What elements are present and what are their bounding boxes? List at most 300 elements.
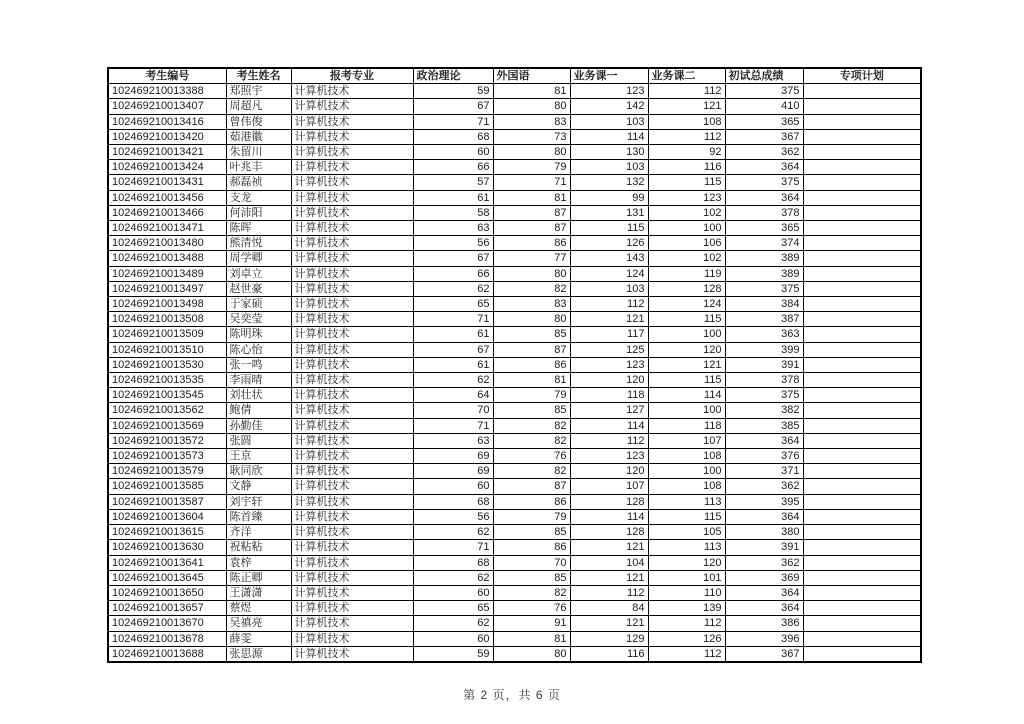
course2-score-cell: 102 — [648, 251, 725, 266]
total-score-cell: 365 — [725, 114, 803, 129]
politics-score-cell: 70 — [413, 403, 493, 418]
table-body — [108, 84, 921, 662]
course1-score-cell: 117 — [570, 327, 648, 342]
special-plan-cell — [803, 403, 921, 418]
total-score-cell: 378 — [725, 205, 803, 220]
table-row — [108, 555, 921, 570]
special-plan-cell — [803, 585, 921, 600]
column-header-foreign-language-score: 外国语 — [493, 68, 570, 84]
special-plan-cell — [803, 646, 921, 662]
table-row — [108, 251, 921, 266]
candidate-name-cell: 陈正卿 — [226, 570, 291, 585]
foreign-language-score-cell: 85 — [493, 525, 570, 540]
applied-major-cell: 计算机技术 — [291, 494, 413, 509]
course2-score-cell: 124 — [648, 297, 725, 312]
applied-major-cell: 计算机技术 — [291, 646, 413, 662]
total-score-cell: 389 — [725, 266, 803, 281]
candidate-name-cell: 鲍倩 — [226, 403, 291, 418]
candidate-id-cell: 102469210013572 — [108, 433, 226, 448]
candidate-id-cell: 102469210013388 — [108, 84, 226, 99]
course2-score-cell: 106 — [648, 236, 725, 251]
column-header-applied-major: 报考专业 — [291, 68, 413, 84]
candidate-id-cell: 102469210013420 — [108, 129, 226, 144]
special-plan-cell — [803, 221, 921, 236]
candidate-id-cell: 102469210013562 — [108, 403, 226, 418]
politics-score-cell: 68 — [413, 129, 493, 144]
politics-score-cell: 63 — [413, 433, 493, 448]
special-plan-cell — [803, 236, 921, 251]
special-plan-cell — [803, 479, 921, 494]
candidate-id-cell: 102469210013657 — [108, 601, 226, 616]
total-score-cell: 386 — [725, 616, 803, 631]
course1-score-cell: 115 — [570, 221, 648, 236]
foreign-language-score-cell: 81 — [493, 373, 570, 388]
total-score-cell: 362 — [725, 145, 803, 160]
total-score-cell: 364 — [725, 601, 803, 616]
course2-score-cell: 116 — [648, 160, 725, 175]
politics-score-cell: 65 — [413, 601, 493, 616]
applied-major-cell: 计算机技术 — [291, 190, 413, 205]
politics-score-cell: 63 — [413, 221, 493, 236]
foreign-language-score-cell: 80 — [493, 312, 570, 327]
applied-major-cell: 计算机技术 — [291, 357, 413, 372]
foreign-language-score-cell: 85 — [493, 403, 570, 418]
course1-score-cell: 130 — [570, 145, 648, 160]
course1-score-cell: 121 — [570, 570, 648, 585]
candidate-id-cell: 102469210013509 — [108, 327, 226, 342]
special-plan-cell — [803, 570, 921, 585]
table-row — [108, 205, 921, 220]
politics-score-cell: 61 — [413, 327, 493, 342]
foreign-language-score-cell: 86 — [493, 540, 570, 555]
course2-score-cell: 115 — [648, 509, 725, 524]
candidate-id-cell: 102469210013641 — [108, 555, 226, 570]
course2-score-cell: 123 — [648, 190, 725, 205]
total-score-cell: 391 — [725, 540, 803, 555]
candidate-id-cell: 102469210013416 — [108, 114, 226, 129]
politics-score-cell: 65 — [413, 297, 493, 312]
politics-score-cell: 71 — [413, 114, 493, 129]
column-header-total-score: 初试总成绩 — [725, 68, 803, 84]
candidate-id-cell: 102469210013489 — [108, 266, 226, 281]
course2-score-cell: 112 — [648, 616, 725, 631]
special-plan-cell — [803, 616, 921, 631]
applied-major-cell: 计算机技术 — [291, 281, 413, 296]
special-plan-cell — [803, 205, 921, 220]
course1-score-cell: 99 — [570, 190, 648, 205]
course2-score-cell: 101 — [648, 570, 725, 585]
politics-score-cell: 60 — [413, 585, 493, 600]
foreign-language-score-cell: 87 — [493, 205, 570, 220]
candidate-name-cell: 周超凡 — [226, 99, 291, 114]
special-plan-cell — [803, 449, 921, 464]
course1-score-cell: 143 — [570, 251, 648, 266]
politics-score-cell: 61 — [413, 357, 493, 372]
course1-score-cell: 114 — [570, 129, 648, 144]
candidate-name-cell: 王潇潇 — [226, 585, 291, 600]
candidate-name-cell: 陈首臻 — [226, 509, 291, 524]
foreign-language-score-cell: 85 — [493, 327, 570, 342]
table-row — [108, 357, 921, 372]
course2-score-cell: 100 — [648, 221, 725, 236]
applied-major-cell: 计算机技术 — [291, 479, 413, 494]
course2-score-cell: 105 — [648, 525, 725, 540]
course1-score-cell: 127 — [570, 403, 648, 418]
applied-major-cell: 计算机技术 — [291, 418, 413, 433]
candidate-id-cell: 102469210013488 — [108, 251, 226, 266]
candidate-id-cell: 102469210013421 — [108, 145, 226, 160]
course1-score-cell: 126 — [570, 236, 648, 251]
candidate-name-cell: 刘壮状 — [226, 388, 291, 403]
politics-score-cell: 71 — [413, 312, 493, 327]
politics-score-cell: 60 — [413, 631, 493, 646]
course1-score-cell: 112 — [570, 297, 648, 312]
applied-major-cell: 计算机技术 — [291, 251, 413, 266]
special-plan-cell — [803, 418, 921, 433]
course1-score-cell: 125 — [570, 342, 648, 357]
candidate-name-cell: 张圆 — [226, 433, 291, 448]
course2-score-cell: 121 — [648, 99, 725, 114]
candidate-id-cell: 102469210013508 — [108, 312, 226, 327]
table-row — [108, 540, 921, 555]
candidate-name-cell: 刘宇轩 — [226, 494, 291, 509]
special-plan-cell — [803, 281, 921, 296]
special-plan-cell — [803, 99, 921, 114]
column-header-politics-score: 政治理论 — [413, 68, 493, 84]
course2-score-cell: 100 — [648, 403, 725, 418]
candidate-id-cell: 102469210013585 — [108, 479, 226, 494]
candidate-name-cell: 郝磊祯 — [226, 175, 291, 190]
candidate-name-cell: 于家硕 — [226, 297, 291, 312]
applied-major-cell: 计算机技术 — [291, 601, 413, 616]
column-header-special-plan: 专项计划 — [803, 68, 921, 84]
candidate-id-cell: 102469210013424 — [108, 160, 226, 175]
candidate-id-cell: 102469210013678 — [108, 631, 226, 646]
candidate-id-cell: 102469210013645 — [108, 570, 226, 585]
candidate-id-cell: 102469210013431 — [108, 175, 226, 190]
course2-score-cell: 112 — [648, 646, 725, 662]
politics-score-cell: 58 — [413, 205, 493, 220]
special-plan-cell — [803, 145, 921, 160]
candidate-id-cell: 102469210013688 — [108, 646, 226, 662]
total-score-cell: 375 — [725, 84, 803, 99]
table-row — [108, 403, 921, 418]
table-row — [108, 570, 921, 585]
politics-score-cell: 69 — [413, 464, 493, 479]
page-number-footer: 第 2 页，共 6 页 — [463, 688, 561, 702]
politics-score-cell: 62 — [413, 616, 493, 631]
candidate-id-cell: 102469210013530 — [108, 357, 226, 372]
politics-score-cell: 59 — [413, 84, 493, 99]
table-row — [108, 585, 921, 600]
politics-score-cell: 60 — [413, 479, 493, 494]
course1-score-cell: 120 — [570, 373, 648, 388]
applied-major-cell: 计算机技术 — [291, 631, 413, 646]
candidate-id-cell: 102469210013480 — [108, 236, 226, 251]
candidate-id-cell: 102469210013615 — [108, 525, 226, 540]
candidate-id-cell: 102469210013407 — [108, 99, 226, 114]
course2-score-cell: 107 — [648, 433, 725, 448]
course1-score-cell: 103 — [570, 281, 648, 296]
total-score-cell: 364 — [725, 585, 803, 600]
total-score-cell: 364 — [725, 509, 803, 524]
politics-score-cell: 66 — [413, 266, 493, 281]
candidate-name-cell: 祝粘粘 — [226, 540, 291, 555]
politics-score-cell: 62 — [413, 373, 493, 388]
foreign-language-score-cell: 79 — [493, 160, 570, 175]
applied-major-cell: 计算机技术 — [291, 449, 413, 464]
foreign-language-score-cell: 91 — [493, 616, 570, 631]
special-plan-cell — [803, 342, 921, 357]
applied-major-cell: 计算机技术 — [291, 160, 413, 175]
applied-major-cell: 计算机技术 — [291, 297, 413, 312]
table-row — [108, 145, 921, 160]
course2-score-cell: 115 — [648, 312, 725, 327]
candidate-name-cell: 王京 — [226, 449, 291, 464]
course1-score-cell: 128 — [570, 494, 648, 509]
course2-score-cell: 108 — [648, 449, 725, 464]
foreign-language-score-cell: 76 — [493, 449, 570, 464]
table-row — [108, 266, 921, 281]
total-score-cell: 374 — [725, 236, 803, 251]
total-score-cell: 364 — [725, 433, 803, 448]
candidate-name-cell: 文静 — [226, 479, 291, 494]
total-score-cell: 376 — [725, 449, 803, 464]
special-plan-cell — [803, 555, 921, 570]
foreign-language-score-cell: 86 — [493, 357, 570, 372]
foreign-language-score-cell: 82 — [493, 585, 570, 600]
applied-major-cell: 计算机技术 — [291, 327, 413, 342]
course2-score-cell: 118 — [648, 418, 725, 433]
applied-major-cell: 计算机技术 — [291, 145, 413, 160]
table-row — [108, 190, 921, 205]
total-score-cell: 364 — [725, 190, 803, 205]
total-score-cell: 382 — [725, 403, 803, 418]
candidate-name-cell: 何沛阳 — [226, 205, 291, 220]
candidate-id-cell: 102469210013471 — [108, 221, 226, 236]
applied-major-cell: 计算机技术 — [291, 540, 413, 555]
course2-score-cell: 121 — [648, 357, 725, 372]
course1-score-cell: 103 — [570, 160, 648, 175]
foreign-language-score-cell: 81 — [493, 190, 570, 205]
applied-major-cell: 计算机技术 — [291, 312, 413, 327]
table-row — [108, 327, 921, 342]
candidate-id-cell: 102469210013510 — [108, 342, 226, 357]
course1-score-cell: 114 — [570, 418, 648, 433]
foreign-language-score-cell: 71 — [493, 175, 570, 190]
foreign-language-score-cell: 79 — [493, 509, 570, 524]
special-plan-cell — [803, 433, 921, 448]
course2-score-cell: 113 — [648, 540, 725, 555]
politics-score-cell: 67 — [413, 99, 493, 114]
politics-score-cell: 59 — [413, 646, 493, 662]
table-row — [108, 129, 921, 144]
header-row — [108, 68, 921, 84]
course1-score-cell: 129 — [570, 631, 648, 646]
foreign-language-score-cell: 87 — [493, 342, 570, 357]
table-row — [108, 281, 921, 296]
course2-score-cell: 100 — [648, 464, 725, 479]
applied-major-cell: 计算机技术 — [291, 342, 413, 357]
foreign-language-score-cell: 82 — [493, 464, 570, 479]
table-row — [108, 160, 921, 175]
course2-score-cell: 119 — [648, 266, 725, 281]
applied-major-cell: 计算机技术 — [291, 266, 413, 281]
candidate-id-cell: 102469210013456 — [108, 190, 226, 205]
special-plan-cell — [803, 84, 921, 99]
candidate-name-cell: 陈明珠 — [226, 327, 291, 342]
course2-score-cell: 115 — [648, 175, 725, 190]
candidate-id-cell: 102469210013466 — [108, 205, 226, 220]
course1-score-cell: 118 — [570, 388, 648, 403]
table-row — [108, 616, 921, 631]
foreign-language-score-cell: 82 — [493, 433, 570, 448]
table-row — [108, 646, 921, 662]
column-header-course2-score: 业务课二 — [648, 68, 725, 84]
candidate-id-cell: 102469210013604 — [108, 509, 226, 524]
course2-score-cell: 126 — [648, 631, 725, 646]
applied-major-cell: 计算机技术 — [291, 205, 413, 220]
candidate-name-cell: 张一鸣 — [226, 357, 291, 372]
foreign-language-score-cell: 81 — [493, 631, 570, 646]
foreign-language-score-cell: 80 — [493, 646, 570, 662]
table-row — [108, 464, 921, 479]
candidate-name-cell: 孙勤佳 — [226, 418, 291, 433]
special-plan-cell — [803, 357, 921, 372]
special-plan-cell — [803, 601, 921, 616]
politics-score-cell: 61 — [413, 190, 493, 205]
table-row — [108, 388, 921, 403]
table-row — [108, 373, 921, 388]
special-plan-cell — [803, 114, 921, 129]
course1-score-cell: 132 — [570, 175, 648, 190]
total-score-cell: 378 — [725, 373, 803, 388]
candidate-id-cell: 102469210013670 — [108, 616, 226, 631]
column-header-candidate-id: 考生编号 — [108, 68, 226, 84]
total-score-cell: 375 — [725, 175, 803, 190]
candidate-name-cell: 袁梓 — [226, 555, 291, 570]
special-plan-cell — [803, 160, 921, 175]
total-score-cell: 385 — [725, 418, 803, 433]
course1-score-cell: 123 — [570, 84, 648, 99]
politics-score-cell: 67 — [413, 342, 493, 357]
table-row — [108, 236, 921, 251]
total-score-cell: 363 — [725, 327, 803, 342]
table-row — [108, 297, 921, 312]
applied-major-cell: 计算机技术 — [291, 388, 413, 403]
candidate-name-cell: 齐洋 — [226, 525, 291, 540]
course1-score-cell: 112 — [570, 433, 648, 448]
candidate-name-cell: 吴奕莹 — [226, 312, 291, 327]
special-plan-cell — [803, 540, 921, 555]
candidate-name-cell: 叶兆丰 — [226, 160, 291, 175]
foreign-language-score-cell: 76 — [493, 601, 570, 616]
politics-score-cell: 71 — [413, 418, 493, 433]
candidate-name-cell: 赵世豪 — [226, 281, 291, 296]
foreign-language-score-cell: 86 — [493, 494, 570, 509]
table-row — [108, 494, 921, 509]
total-score-cell: 389 — [725, 251, 803, 266]
course2-score-cell: 114 — [648, 388, 725, 403]
foreign-language-score-cell: 86 — [493, 236, 570, 251]
politics-score-cell: 56 — [413, 509, 493, 524]
politics-score-cell: 62 — [413, 570, 493, 585]
applied-major-cell: 计算机技术 — [291, 175, 413, 190]
politics-score-cell: 68 — [413, 494, 493, 509]
candidate-id-cell: 102469210013545 — [108, 388, 226, 403]
course1-score-cell: 84 — [570, 601, 648, 616]
applied-major-cell: 计算机技术 — [291, 114, 413, 129]
course2-score-cell: 139 — [648, 601, 725, 616]
course1-score-cell: 124 — [570, 266, 648, 281]
applied-major-cell: 计算机技术 — [291, 570, 413, 585]
total-score-cell: 367 — [725, 129, 803, 144]
foreign-language-score-cell: 83 — [493, 297, 570, 312]
total-score-cell: 375 — [725, 281, 803, 296]
special-plan-cell — [803, 631, 921, 646]
total-score-cell: 364 — [725, 160, 803, 175]
total-score-cell: 367 — [725, 646, 803, 662]
table-row — [108, 418, 921, 433]
foreign-language-score-cell: 80 — [493, 99, 570, 114]
candidate-name-cell: 薛雯 — [226, 631, 291, 646]
course1-score-cell: 103 — [570, 114, 648, 129]
table-row — [108, 601, 921, 616]
applied-major-cell: 计算机技术 — [291, 464, 413, 479]
special-plan-cell — [803, 464, 921, 479]
foreign-language-score-cell: 80 — [493, 266, 570, 281]
candidate-name-cell: 吴禛亮 — [226, 616, 291, 631]
course2-score-cell: 120 — [648, 555, 725, 570]
special-plan-cell — [803, 190, 921, 205]
course2-score-cell: 108 — [648, 479, 725, 494]
politics-score-cell: 62 — [413, 525, 493, 540]
candidate-name-cell: 周学卿 — [226, 251, 291, 266]
table-row — [108, 525, 921, 540]
special-plan-cell — [803, 373, 921, 388]
applied-major-cell: 计算机技术 — [291, 433, 413, 448]
candidate-id-cell: 102469210013650 — [108, 585, 226, 600]
politics-score-cell: 62 — [413, 281, 493, 296]
total-score-cell: 410 — [725, 99, 803, 114]
total-score-cell: 369 — [725, 570, 803, 585]
course1-score-cell: 120 — [570, 464, 648, 479]
column-header-candidate-name: 考生姓名 — [226, 68, 291, 84]
table-row — [108, 342, 921, 357]
course2-score-cell: 110 — [648, 585, 725, 600]
candidate-id-cell: 102469210013497 — [108, 281, 226, 296]
foreign-language-score-cell: 82 — [493, 281, 570, 296]
candidate-id-cell: 102469210013573 — [108, 449, 226, 464]
foreign-language-score-cell: 70 — [493, 555, 570, 570]
politics-score-cell: 69 — [413, 449, 493, 464]
special-plan-cell — [803, 509, 921, 524]
applied-major-cell: 计算机技术 — [291, 99, 413, 114]
foreign-language-score-cell: 77 — [493, 251, 570, 266]
course1-score-cell: 116 — [570, 646, 648, 662]
course1-score-cell: 123 — [570, 449, 648, 464]
applied-major-cell: 计算机技术 — [291, 525, 413, 540]
total-score-cell: 362 — [725, 555, 803, 570]
total-score-cell: 362 — [725, 479, 803, 494]
applied-major-cell: 计算机技术 — [291, 403, 413, 418]
politics-score-cell: 56 — [413, 236, 493, 251]
special-plan-cell — [803, 388, 921, 403]
politics-score-cell: 71 — [413, 540, 493, 555]
candidate-id-cell: 102469210013579 — [108, 464, 226, 479]
course1-score-cell: 128 — [570, 525, 648, 540]
course2-score-cell: 102 — [648, 205, 725, 220]
